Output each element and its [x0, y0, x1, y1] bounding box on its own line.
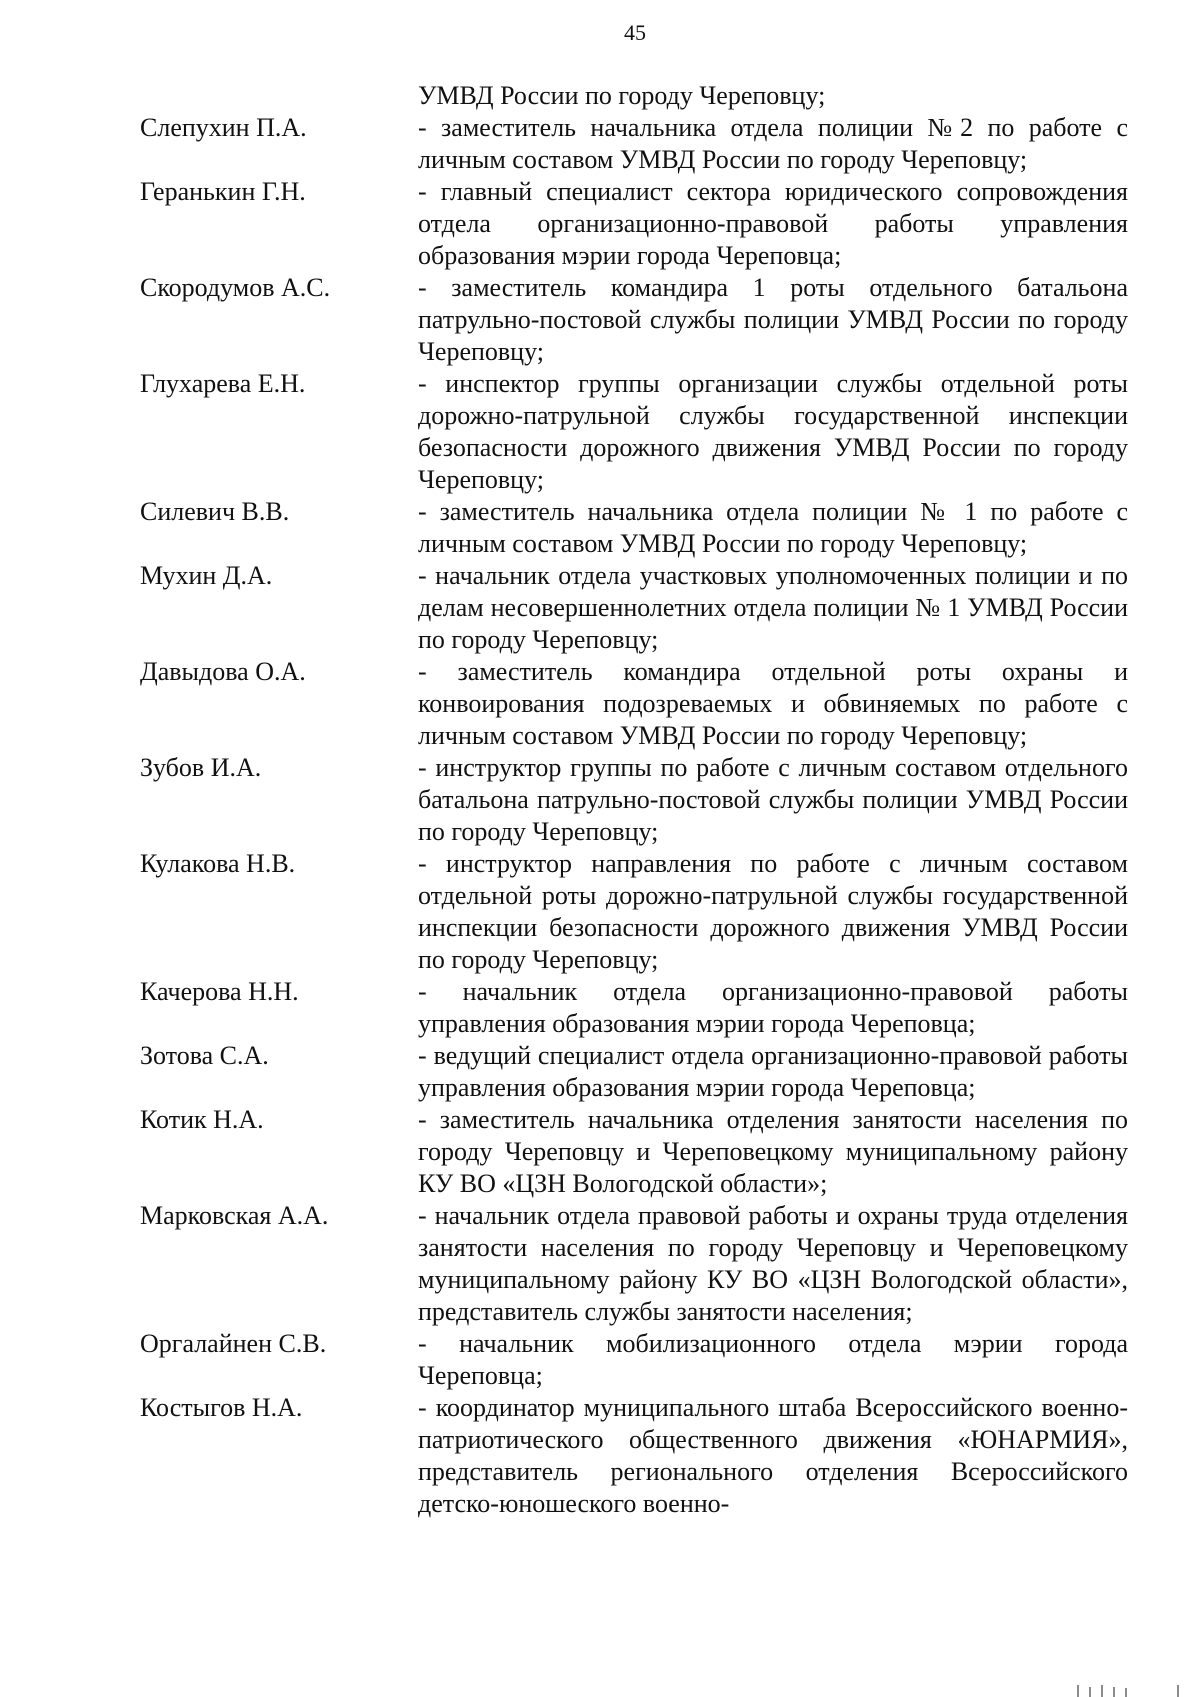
member-position: - главный специалист сектора юридического сопровождения отдела организационно-правовой работы управления образования мэрии города Череповца; — [418, 177, 1128, 270]
list-item — [0, 656, 1200, 752]
member-position: - ведущий специалист отдела организационно-правовой работы управления образования мэрии города Череповца; — [418, 1041, 1128, 1102]
list-item — [0, 368, 1200, 496]
list-item — [0, 1200, 1200, 1328]
member-name: Зотова С.А. — [140, 1041, 269, 1070]
member-name: Давыдова О.А. — [140, 657, 306, 686]
list-item — [0, 496, 1200, 560]
list-item — [0, 976, 1200, 1040]
list-item — [0, 1328, 1200, 1392]
intro-line: УМВД России по городу Череповцу; — [418, 81, 826, 110]
member-position: - заместитель начальника отдела полиции № 1 по работе с личным составом УМВД России по городу Череповцу; — [418, 497, 1128, 558]
member-list — [0, 112, 1200, 1520]
member-position: - заместитель командира отдельной роты охраны и конвоирования подозреваемых и обвиняемых по работе с личным составом УМВД России по городу Череповцу; — [418, 657, 1128, 750]
list-item — [0, 848, 1200, 976]
member-name: Котик Н.А. — [140, 1105, 264, 1134]
list-item — [0, 1040, 1200, 1104]
member-name: Качерова Н.Н. — [140, 977, 299, 1006]
member-position: - инспектор группы организации службы отдельной роты дорожно-патрульной службы государственной инспекции безопасности дорожного движения УМВД России по городу Череповцу; — [418, 369, 1128, 494]
list-item — [0, 1104, 1200, 1200]
member-position: - инструктор направления по работе с личным составом отдельной роты дорожно-патрульной службы государственной инспекции безопасности дорожного движения УМВД России по городу Череповцу; — [418, 849, 1128, 974]
list-item — [0, 272, 1200, 368]
member-position: - начальник мобилизационного отдела мэрии города Череповца; — [418, 1329, 1128, 1390]
member-name: Кулакова Н.В. — [140, 849, 296, 878]
member-name: Оргалайнен С.В. — [140, 1329, 327, 1358]
member-name: Зубов И.А. — [140, 753, 262, 782]
member-name: Мухин Д.А. — [140, 561, 273, 590]
member-position: - начальник отдела организационно-правовой работы управления образования мэрии города Череповца; — [418, 977, 1128, 1038]
list-item — [0, 1392, 1200, 1520]
list-item — [0, 752, 1200, 848]
member-name: Марковская А.А. — [140, 1201, 329, 1230]
member-position: - заместитель начальника отдела полиции №2 по работе с личным составом УМВД России по городу Череповцу; — [418, 113, 1128, 174]
member-name: Силевич В.В. — [140, 497, 290, 526]
page-number: 45 — [624, 20, 646, 45]
list-item — [0, 560, 1200, 656]
member-position: - начальник отдела правовой работы и охраны труда отделения занятости населения по городу Череповцу и Череповецкому муниципальному району КУ ВО «ЦЗН Вологодской области», представитель службы занятости населения; — [418, 1201, 1128, 1326]
member-position: - начальник отдела участковых уполномоченных полиции и по делам несовершеннолетних отдела полиции № 1 УМВД России по городу Череповцу; — [418, 561, 1128, 654]
list-item — [0, 176, 1200, 272]
scan-edge-marks — [1060, 1677, 1200, 1697]
member-position: - координатор муниципального штаба Всероссийского военно-патриотического общественного движения «ЮНАРМИЯ», представитель регионального отделения Всероссийского детско-юношеского военно- — [418, 1393, 1128, 1518]
member-name: Геранькин Г.Н. — [140, 177, 306, 206]
list-item — [0, 112, 1200, 176]
member-position: - заместитель начальника отделения занятости населения по городу Череповцу и Череповецкому муниципальному району КУ ВО «ЦЗН Вологодской области»; — [418, 1105, 1128, 1198]
member-name: Костыгов Н.А. — [140, 1393, 303, 1422]
member-name: Слепухин П.А. — [140, 113, 307, 142]
member-name: Скородумов А.С. — [140, 273, 331, 302]
member-position: - заместитель командира 1 роты отдельного батальона патрульно-постовой службы полиции УМВД России по городу Череповцу; — [418, 273, 1128, 366]
member-name: Глухарева Е.Н. — [140, 369, 306, 398]
member-position: - инструктор группы по работе с личным составом отдельного батальона патрульно-постовой службы полиции УМВД России по городу Череповцу; — [418, 753, 1128, 846]
